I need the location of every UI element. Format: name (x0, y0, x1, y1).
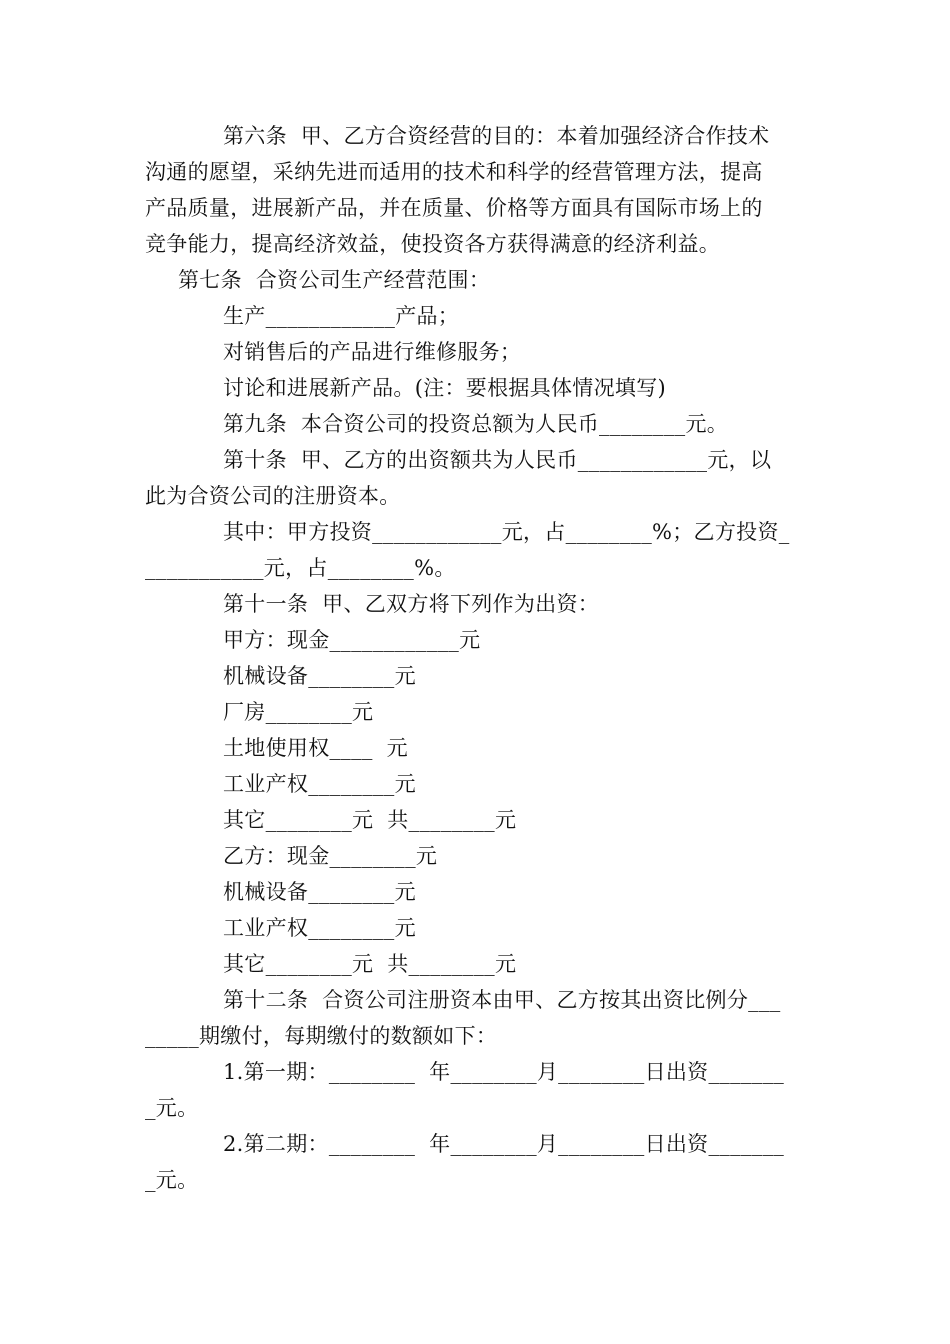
text-line-art10-1: 第十条 甲、乙方的出资额共为人民币____________元，以 (223, 448, 772, 472)
text-line-party-a-land: 土地使用权____ 元 (223, 736, 408, 760)
text-line-investment-2: ___________元，占________%。 (145, 556, 456, 580)
text-line-investment-1: 其中：甲方投资____________元，占________%；乙方投资_ (223, 520, 790, 544)
text-line-phase1-2: _元。 (145, 1096, 199, 1120)
text-line-party-b-machinery: 机械设备________元 (223, 880, 416, 904)
text-line-phase1-1: 1.第一期：________ 年________月________日出资_______ (223, 1060, 785, 1084)
text-line-new-products: 讨论和进展新产品。(注：要根据具体情况填写) (223, 376, 666, 400)
text-line-art6-2: 沟通的愿望，采纳先进而适用的技术和科学的经营管理方法，提高 (145, 160, 763, 184)
text-line-party-a-cash: 甲方：现金____________元 (223, 628, 481, 652)
text-line-party-b-ip: 工业产权________元 (223, 916, 416, 940)
text-line-party-a-other: 其它________元 共________元 (223, 808, 517, 832)
text-line-art6-3: 产品质量，进展新产品，并在质量、价格等方面具有国际市场上的 (145, 196, 763, 220)
text-line-art10-2: 此为合资公司的注册资本。 (145, 484, 401, 508)
text-line-art6-1: 第六条 甲、乙方合资经营的目的：本着加强经济合作技术 (223, 124, 770, 148)
text-line-art12-1: 第十二条 合资公司注册资本由甲、乙方按其出资比例分___ (223, 988, 781, 1012)
text-line-art12-2: _____期缴付，每期缴付的数额如下： (145, 1024, 498, 1048)
text-line-art7: 第七条 合资公司生产经营范围： (178, 268, 491, 292)
text-line-party-a-plant: 厂房________元 (223, 700, 374, 724)
text-line-party-a-machinery: 机械设备________元 (223, 664, 416, 688)
text-line-party-b-cash: 乙方：现金________元 (223, 844, 438, 868)
text-line-production: 生产____________产品； (223, 304, 460, 328)
text-line-phase2-2: _元。 (145, 1168, 199, 1192)
text-line-party-a-ip: 工业产权________元 (223, 772, 416, 796)
text-line-art9: 第九条 本合资公司的投资总额为人民币________元。 (223, 412, 729, 436)
text-line-art6-4: 竞争能力，提高经济效益，使投资各方获得满意的经济利益。 (145, 232, 721, 256)
text-line-art11: 第十一条 甲、乙双方将下列作为出资： (223, 592, 600, 616)
text-line-party-b-other: 其它________元 共________元 (223, 952, 517, 976)
text-line-phase2-1: 2.第二期：________ 年________月________日出资_______ (223, 1132, 785, 1156)
text-line-maintenance: 对销售后的产品进行维修服务； (223, 340, 522, 364)
